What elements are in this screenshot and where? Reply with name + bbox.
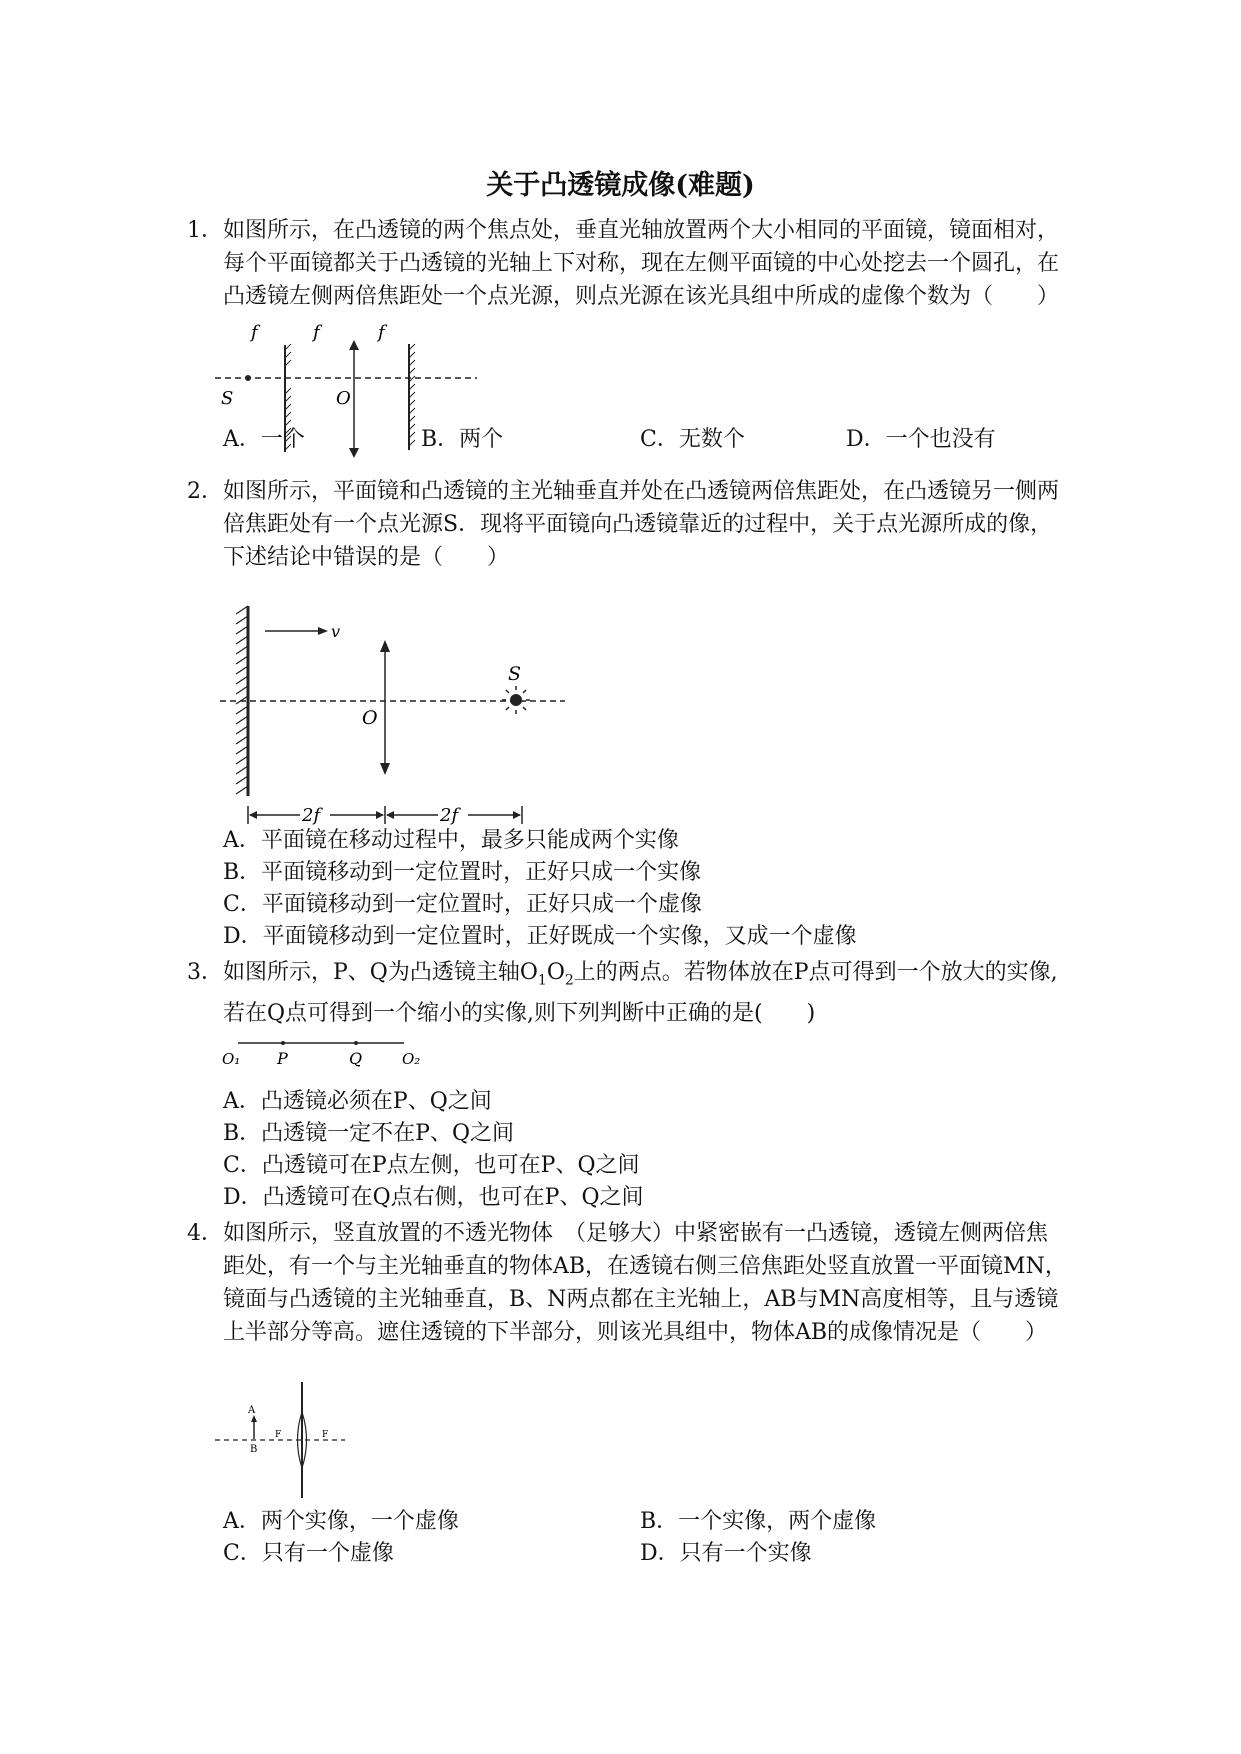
q4-option-a[interactable]: A．两个实像，一个虚像 xyxy=(223,1509,459,1534)
q2-option-a[interactable]: A．平面镜在移动过程中，最多只能成两个实像 xyxy=(223,828,679,853)
q1-option-c[interactable]: C．无数个 xyxy=(640,427,745,452)
label-p: P xyxy=(277,1049,288,1068)
label-f2: f xyxy=(313,322,320,343)
q1-option-a[interactable]: A．一个 xyxy=(223,427,305,452)
label-s: S xyxy=(508,663,522,685)
q2-option-c[interactable]: C．平面镜移动到一定位置时，正好只成一个虚像 xyxy=(223,892,702,917)
q4-option-b[interactable]: B．一个实像，两个虚像 xyxy=(640,1509,877,1534)
label-b: B xyxy=(250,1444,258,1455)
label-o: O xyxy=(336,388,351,409)
question-4 xyxy=(187,1217,1067,1349)
q4-option-d[interactable]: D．只有一个实像 xyxy=(640,1541,812,1566)
figure-3 xyxy=(220,1036,430,1072)
question-number: 1． xyxy=(187,218,223,243)
q4-option-c[interactable]: C．只有一个虚像 xyxy=(223,1541,394,1566)
question-number: 2． xyxy=(187,479,223,504)
q3-option-c[interactable]: C．凸透镜可在P点左侧，也可在P、Q之间 xyxy=(223,1153,640,1178)
q1-option-b[interactable]: B．两个 xyxy=(421,427,504,452)
label-f1: f xyxy=(251,322,258,343)
question-3 xyxy=(187,956,1067,1030)
question-text: 如图所示，在凸透镜的两个焦点处，垂直光轴放置两个大小相同的平面镜，镜面相对，每个平面镜都关于凸透镜的光轴上下对称，现在左侧平面镜的中心处挖去一个圆孔，在凸透镜左侧两倍焦距处一个点光源，则点光源在该光具组中所成的虚像个数为（ ） xyxy=(223,218,1060,309)
label-s: S xyxy=(221,388,234,409)
figure-2 xyxy=(220,606,570,824)
question-number: 3． xyxy=(187,960,223,985)
question-2 xyxy=(187,475,1067,574)
label-a: A xyxy=(248,1405,256,1416)
q3-option-d[interactable]: D．凸透镜可在Q点右侧，也可在P、Q之间 xyxy=(223,1185,644,1210)
figure-4 xyxy=(215,1382,355,1502)
label-f-left: F xyxy=(275,1430,282,1440)
label-f3: f xyxy=(378,322,385,343)
q3-option-a[interactable]: A．凸透镜必须在P、Q之间 xyxy=(223,1089,492,1114)
label-q: Q xyxy=(349,1049,363,1068)
question-text: 如图所示，竖直放置的不透光物体 （足够大）中紧密嵌有一凸透镜，透镜左侧两倍焦距处，有一个与主光轴垂直的物体AB，在透镜右侧三倍焦距处竖直放置一平面镜MN，镜面与凸透镜的主光轴垂直，B、N两点都在主光轴上，AB与MN高度相等，且与透镜上半部分等高。遮住透镜的下半部分，则该光具组中，物体AB的成像情况是（ ） xyxy=(223,1221,1067,1345)
question-1 xyxy=(187,214,1067,313)
label-o2: O₂ xyxy=(402,1050,421,1068)
q2-option-b[interactable]: B．平面镜移动到一定位置时，正好只成一个实像 xyxy=(223,860,702,885)
question-text: 如图所示，P、Q为凸透镜主轴$O_1O_2$上的两点。若物体放在P点可得到一个放大的实像,若在Q点可得到一个缩小的实像,则下列判断中正确的是( ) xyxy=(223,960,1058,1027)
q2-option-d[interactable]: D．平面镜移动到一定位置时，正好既成一个实像，又成一个虚像 xyxy=(223,924,857,949)
page-title: 关于凸透镜成像(难题) xyxy=(486,170,755,201)
question-text: 如图所示，平面镜和凸透镜的主光轴垂直并处在凸透镜两倍焦距处，在凸透镜另一侧两倍焦距处有一个点光源S．现将平面镜向凸透镜靠近的过程中，关于点光源所成的像，下述结论中错误的是（ ） xyxy=(223,479,1060,570)
q1-option-d[interactable]: D．一个也没有 xyxy=(846,427,996,452)
label-v: v xyxy=(331,622,341,641)
point-source xyxy=(245,375,251,381)
label-o1: O₁ xyxy=(222,1050,241,1068)
label-o: O xyxy=(362,707,378,729)
q3-option-b[interactable]: B．凸透镜一定不在P、Q之间 xyxy=(223,1121,515,1146)
label-f-right: F xyxy=(322,1430,329,1440)
label-2f-left: 2f xyxy=(302,805,321,826)
label-2f-right: 2f xyxy=(440,805,459,826)
question-number: 4． xyxy=(187,1221,223,1246)
point-source xyxy=(510,694,522,706)
